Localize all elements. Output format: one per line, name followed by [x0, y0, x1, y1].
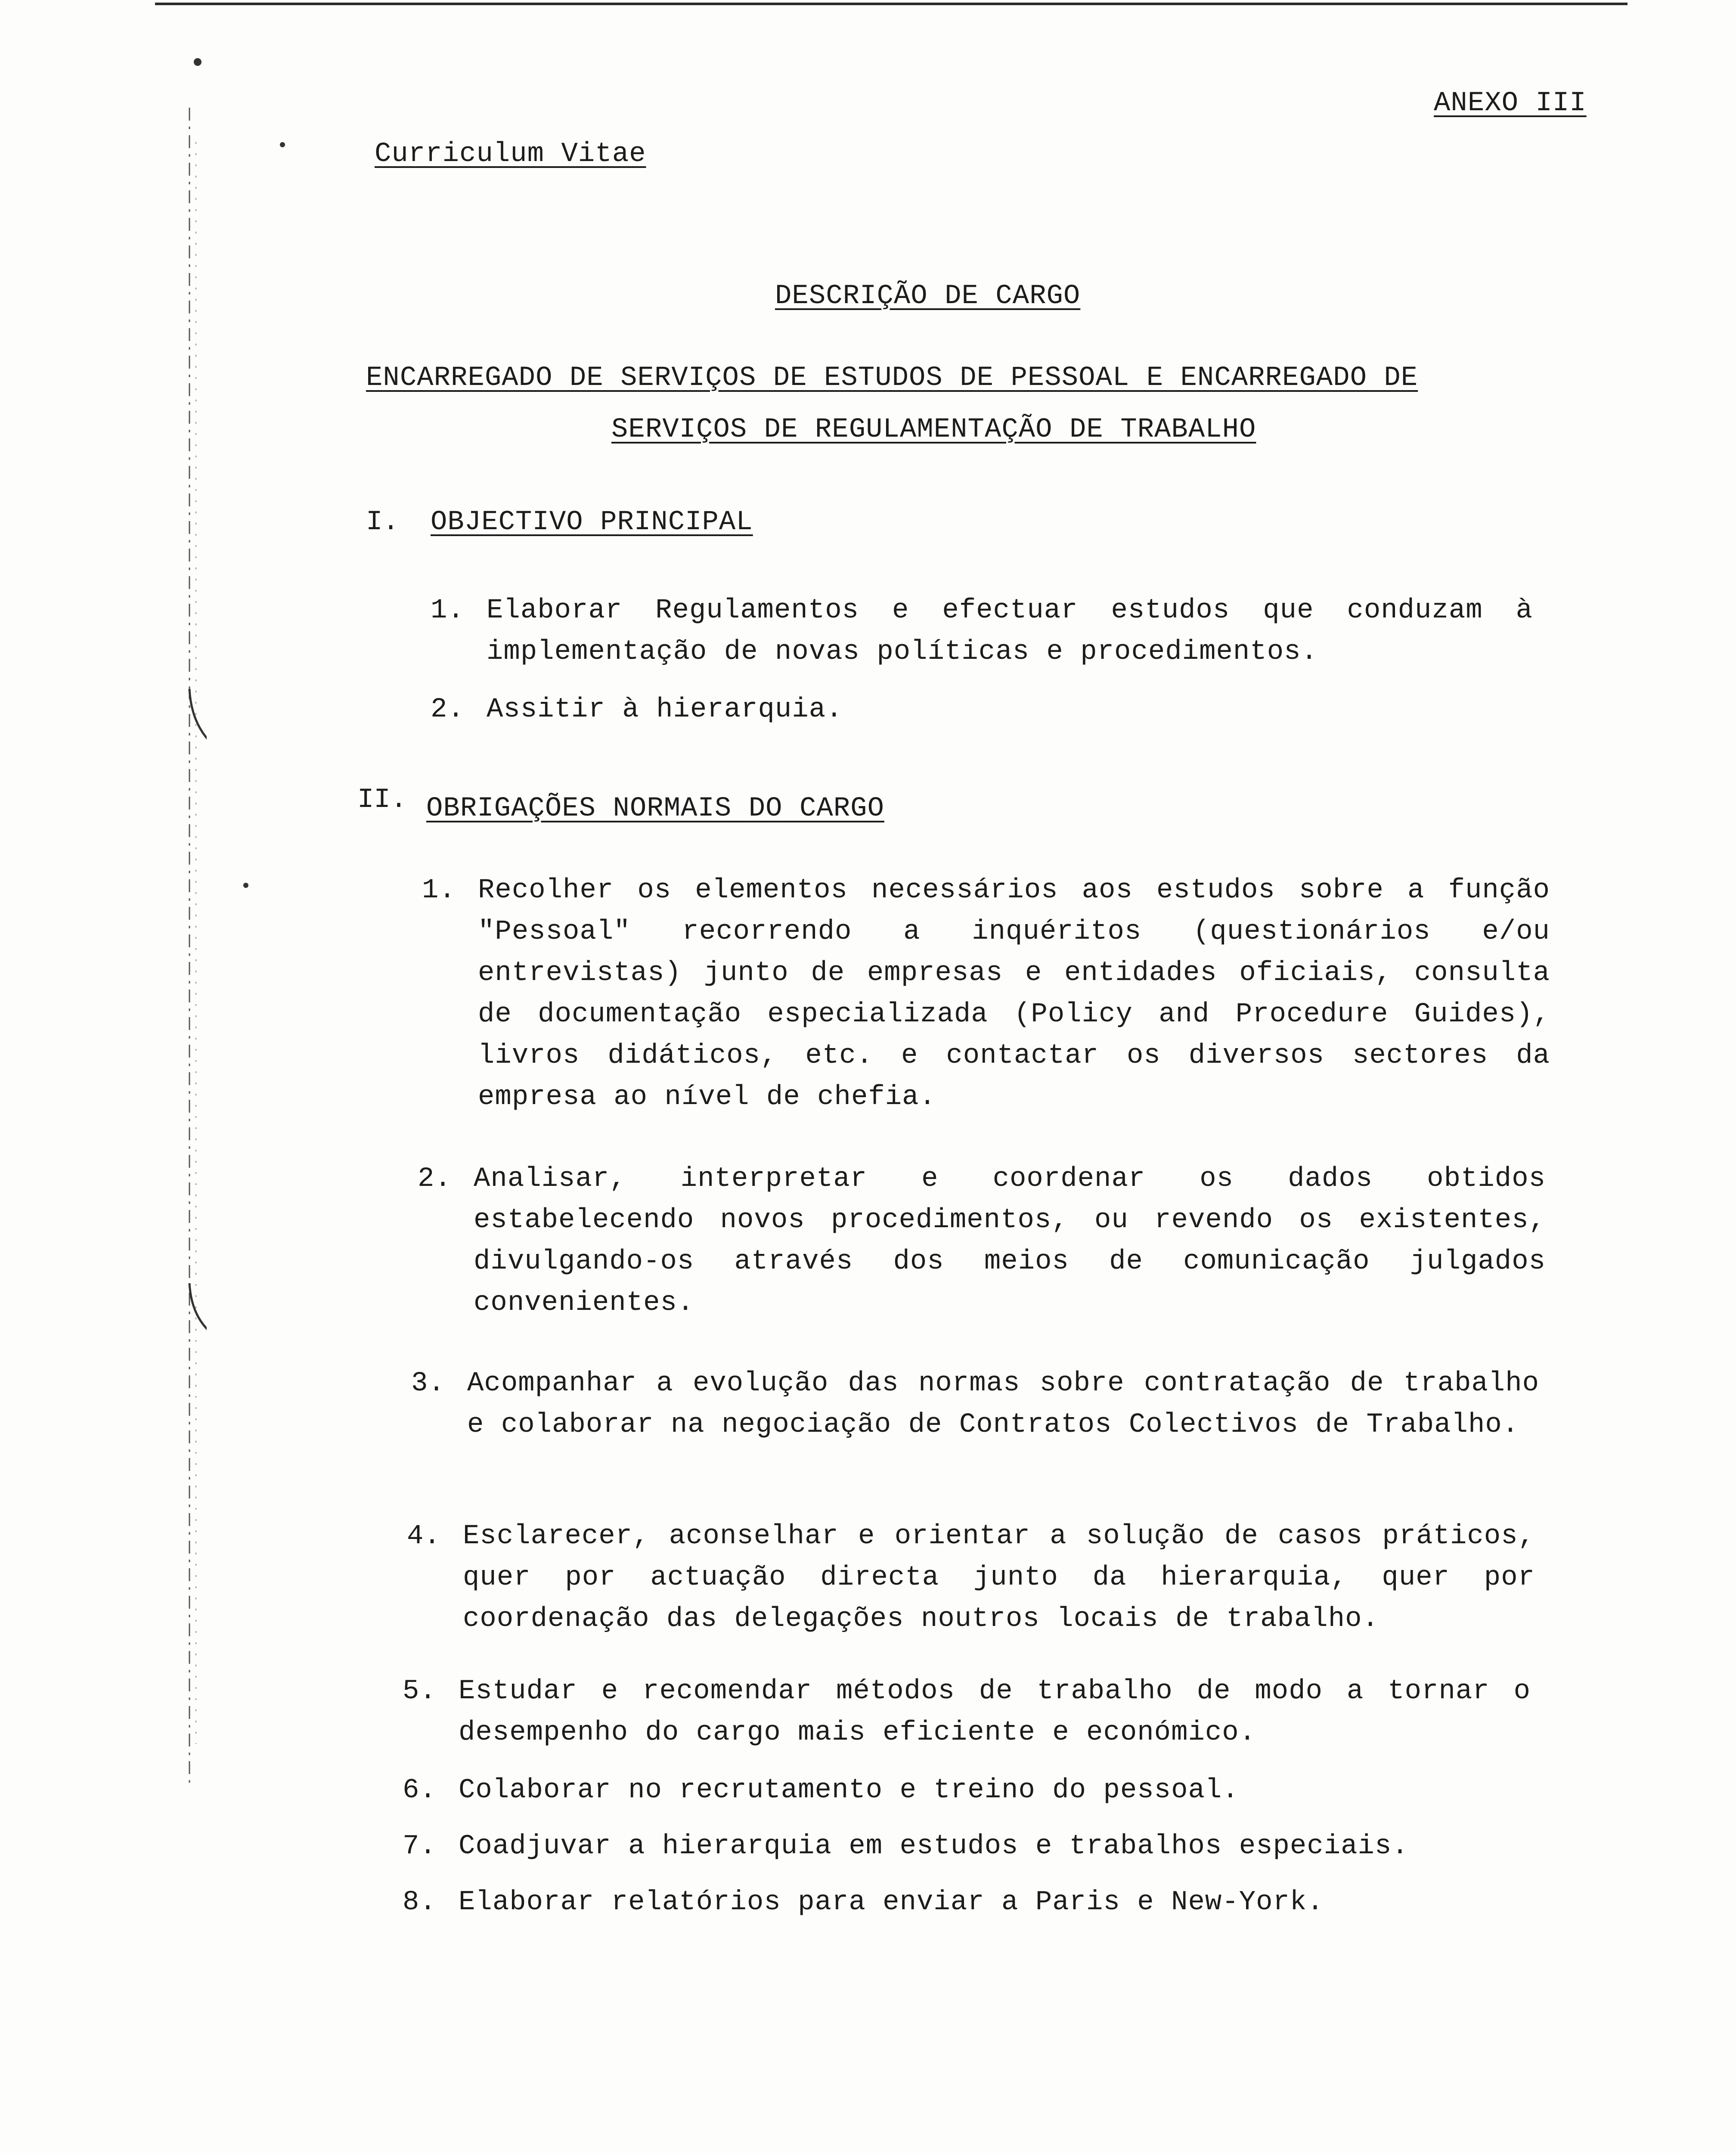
list-item — [422, 870, 1550, 1120]
job-title-line-1: ENCARREGADO DE SERVIÇOS DE ESTUDOS DE PESSOAL E ENCARREGADO DE — [366, 363, 1418, 394]
item-number: 7. — [403, 1831, 437, 1862]
curriculum-vitae-label: Curriculum Vitae — [375, 139, 646, 170]
item-text: Esclarecer, aconselhar e orientar a solução de casos práticos, quer por actuação directa junto da hierarquia, quer por coordenação das delegações noutros locais de trabalho. — [463, 1521, 1535, 1635]
list-item — [403, 1826, 1531, 1869]
item-text: Analisar, interpretar e coordenar os dados obtidos estabelecendo novos procedimentos, ou revendo os existentes, divulgando-os através dos meios de comunicação julgados convenientes. — [474, 1163, 1546, 1318]
item-number: 8. — [403, 1887, 437, 1918]
item-number: 5. — [403, 1676, 437, 1707]
list-item — [411, 1363, 1539, 1488]
list-item — [431, 689, 1533, 732]
item-text: Colaborar no recrutamento e treino do pessoal. — [459, 1775, 1239, 1806]
binding-edge-marks — [172, 108, 207, 1787]
item-number: 1. — [422, 875, 456, 906]
annex-label: ANEXO III — [1434, 88, 1587, 119]
item-text: Recolher os elementos necessários aos estudos sobre a função "Pessoal" recorrendo a inquéritos (questionários e/ou entrevistas) junto de empresas e entidades oficiais, consulta de documentação especializada (Policy and Procedure Guides), livros didáticos, etc. e contactar os diversos sectores da empresa ao nível de chefia. — [478, 875, 1550, 1113]
item-number: 2. — [418, 1163, 452, 1194]
section-2-title: OBRIGAÇÕES NORMAIS DO CARGO — [426, 793, 884, 824]
scan-speck — [194, 58, 202, 66]
list-item — [418, 1158, 1546, 1326]
list-item — [403, 1770, 1531, 1813]
section-2-number: II. — [357, 785, 407, 816]
item-text: Elaborar Regulamentos e efectuar estudos que conduzam à implementação de novas políticas e procedimentos. — [487, 595, 1533, 667]
item-text: Assitir à hierarquia. — [487, 694, 843, 725]
list-item — [403, 1882, 1531, 1925]
item-text: Elaborar relatórios para enviar a Paris e New-York. — [459, 1887, 1324, 1918]
top-border-line — [155, 3, 1628, 5]
list-item — [407, 1516, 1535, 1641]
document-title: DESCRIÇÃO DE CARGO — [775, 281, 1081, 312]
item-number: 6. — [403, 1775, 437, 1806]
scan-speck — [280, 142, 285, 147]
list-item — [403, 1671, 1531, 1757]
item-text: Acompanhar a evolução das normas sobre contratação de trabalho e colaborar na negociação de Contratos Colectivos de Trabalho. — [467, 1368, 1539, 1440]
job-title-line-2: SERVIÇOS DE REGULAMENTAÇÃO DE TRABALHO — [611, 414, 1256, 445]
item-number: 1. — [431, 595, 465, 626]
section-1-title: OBJECTIVO PRINCIPAL — [431, 507, 753, 538]
item-number: 3. — [411, 1368, 445, 1399]
item-number: 4. — [407, 1521, 441, 1552]
section-1-number: I. — [366, 507, 399, 538]
item-text: Estudar e recomendar métodos de trabalho de modo a tornar o desempenho do cargo mais eficiente e económico. — [459, 1676, 1531, 1748]
item-text: Coadjuvar a hierarquia em estudos e trabalhos especiais. — [459, 1831, 1409, 1862]
scan-speck — [243, 883, 248, 888]
item-number: 2. — [431, 694, 465, 725]
list-item — [431, 590, 1533, 676]
